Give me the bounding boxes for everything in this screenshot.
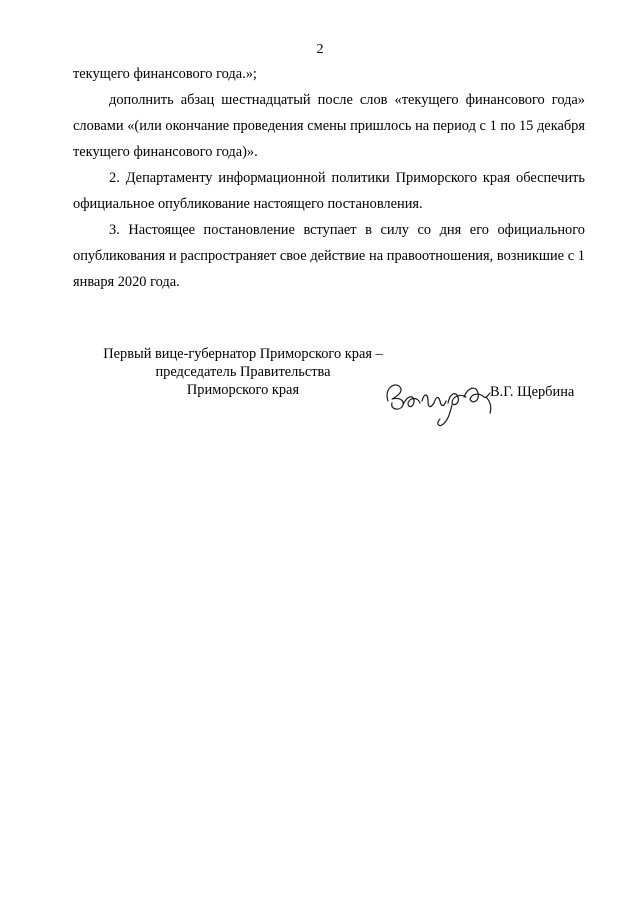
paragraph-item-2: 2. Департаменту информационной политики Приморского края обеспечить официальное опубликование настоящего постановления. — [73, 170, 585, 212]
page-number: 2 — [316, 42, 324, 57]
signer-name: В.Г. Щербина — [490, 384, 575, 400]
signer-position-line-2: председатель Правительства — [155, 364, 331, 380]
signature-block — [0, 345, 640, 435]
paragraph-amendment: дополнить абзац шестнадцатый после слов «текущего финансового года» словами «(или окончание проведения смены пришлось на период с 1 по 15 декабря текущего финансового года)». — [73, 92, 585, 160]
signer-position-line-3: Приморского края — [186, 382, 300, 398]
paragraph-item-3: 3. Настоящее постановление вступает в силу со дня его официального опубликования и распространяет свое действие на правоотношения, возникшие с 1 января 2020 года. — [73, 222, 585, 290]
paragraph-continuation: текущего финансового года.»; — [73, 66, 257, 82]
signer-position-line-1: Первый вице-губернатор Приморского края – — [103, 346, 383, 362]
signer-position — [78, 345, 408, 399]
document-body — [73, 61, 585, 295]
